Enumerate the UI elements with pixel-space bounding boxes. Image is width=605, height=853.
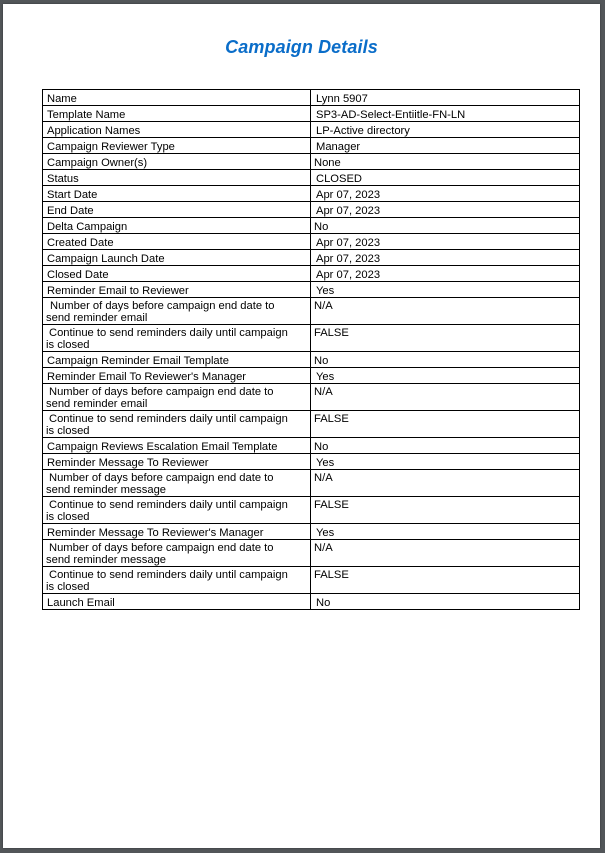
table-row bbox=[43, 186, 580, 202]
row-label: Number of days before campaign end date to send reminder message bbox=[43, 540, 311, 567]
table-row bbox=[43, 411, 580, 438]
table-row bbox=[43, 540, 580, 567]
row-label: Number of days before campaign end date to send reminder email bbox=[43, 298, 311, 325]
row-value: Apr 07, 2023 bbox=[311, 250, 580, 266]
table-row bbox=[43, 352, 580, 368]
row-value: FALSE bbox=[311, 325, 580, 352]
row-label: Closed Date bbox=[43, 266, 311, 282]
row-label: Created Date bbox=[43, 234, 311, 250]
row-value: Apr 07, 2023 bbox=[311, 266, 580, 282]
row-value: Apr 07, 2023 bbox=[311, 186, 580, 202]
table-row bbox=[43, 138, 580, 154]
table-row bbox=[43, 202, 580, 218]
row-value: Yes bbox=[311, 454, 580, 470]
row-value: N/A bbox=[311, 298, 580, 325]
row-label: Template Name bbox=[43, 106, 311, 122]
campaign-details-table bbox=[42, 89, 580, 610]
row-label: Delta Campaign bbox=[43, 218, 311, 234]
row-label: Reminder Message To Reviewer bbox=[43, 454, 311, 470]
table-row bbox=[43, 170, 580, 186]
row-value: Manager bbox=[311, 138, 580, 154]
row-value: No bbox=[311, 352, 580, 368]
row-value: FALSE bbox=[311, 567, 580, 594]
row-label: Campaign Reminder Email Template bbox=[43, 352, 311, 368]
row-label: Status bbox=[43, 170, 311, 186]
row-value: N/A bbox=[311, 470, 580, 497]
row-label: Application Names bbox=[43, 122, 311, 138]
row-value: No bbox=[311, 594, 580, 610]
table-row bbox=[43, 266, 580, 282]
row-label: Number of days before campaign end date to send reminder email bbox=[43, 384, 311, 411]
row-value: Apr 07, 2023 bbox=[311, 202, 580, 218]
row-value: None bbox=[311, 154, 580, 170]
table-row bbox=[43, 90, 580, 106]
table-row bbox=[43, 567, 580, 594]
row-value: LP-Active directory bbox=[311, 122, 580, 138]
row-label: Name bbox=[43, 90, 311, 106]
table-row bbox=[43, 497, 580, 524]
table-row bbox=[43, 438, 580, 454]
table-row bbox=[43, 106, 580, 122]
row-label: Launch Email bbox=[43, 594, 311, 610]
row-label: Campaign Reviews Escalation Email Template bbox=[43, 438, 311, 454]
row-value: No bbox=[311, 438, 580, 454]
row-label: Campaign Owner(s) bbox=[43, 154, 311, 170]
row-value: FALSE bbox=[311, 411, 580, 438]
table-row bbox=[43, 282, 580, 298]
row-label: Campaign Launch Date bbox=[43, 250, 311, 266]
row-value: Yes bbox=[311, 524, 580, 540]
row-value: Yes bbox=[311, 282, 580, 298]
row-label: Continue to send reminders daily until campaign is closed bbox=[43, 411, 311, 438]
row-label: Continue to send reminders daily until campaign is closed bbox=[43, 325, 311, 352]
table-row bbox=[43, 384, 580, 411]
row-label: Reminder Email to Reviewer bbox=[43, 282, 311, 298]
page-title: Campaign Details bbox=[225, 37, 378, 57]
row-value: SP3-AD-Select-Entiitle-FN-LN bbox=[311, 106, 580, 122]
row-value: Lynn 5907 bbox=[311, 90, 580, 106]
row-value: CLOSED bbox=[311, 170, 580, 186]
row-label: End Date bbox=[43, 202, 311, 218]
row-value: Yes bbox=[311, 368, 580, 384]
table-row bbox=[43, 218, 580, 234]
document-page bbox=[3, 4, 600, 848]
row-value: FALSE bbox=[311, 497, 580, 524]
row-label: Continue to send reminders daily until campaign is closed bbox=[43, 497, 311, 524]
table-row bbox=[43, 470, 580, 497]
row-value: Apr 07, 2023 bbox=[311, 234, 580, 250]
table-row bbox=[43, 368, 580, 384]
table-row bbox=[43, 154, 580, 170]
row-value: N/A bbox=[311, 540, 580, 567]
row-label: Continue to send reminders daily until campaign is closed bbox=[43, 567, 311, 594]
table-row bbox=[43, 234, 580, 250]
row-label: Number of days before campaign end date to send reminder message bbox=[43, 470, 311, 497]
table-row bbox=[43, 325, 580, 352]
table-row bbox=[43, 524, 580, 540]
row-label: Start Date bbox=[43, 186, 311, 202]
row-label: Reminder Email To Reviewer's Manager bbox=[43, 368, 311, 384]
table-row bbox=[43, 454, 580, 470]
row-value: N/A bbox=[311, 384, 580, 411]
row-label: Reminder Message To Reviewer's Manager bbox=[43, 524, 311, 540]
table-row bbox=[43, 250, 580, 266]
row-value: No bbox=[311, 218, 580, 234]
table-row bbox=[43, 594, 580, 610]
row-label: Campaign Reviewer Type bbox=[43, 138, 311, 154]
table-row bbox=[43, 298, 580, 325]
table-row bbox=[43, 122, 580, 138]
